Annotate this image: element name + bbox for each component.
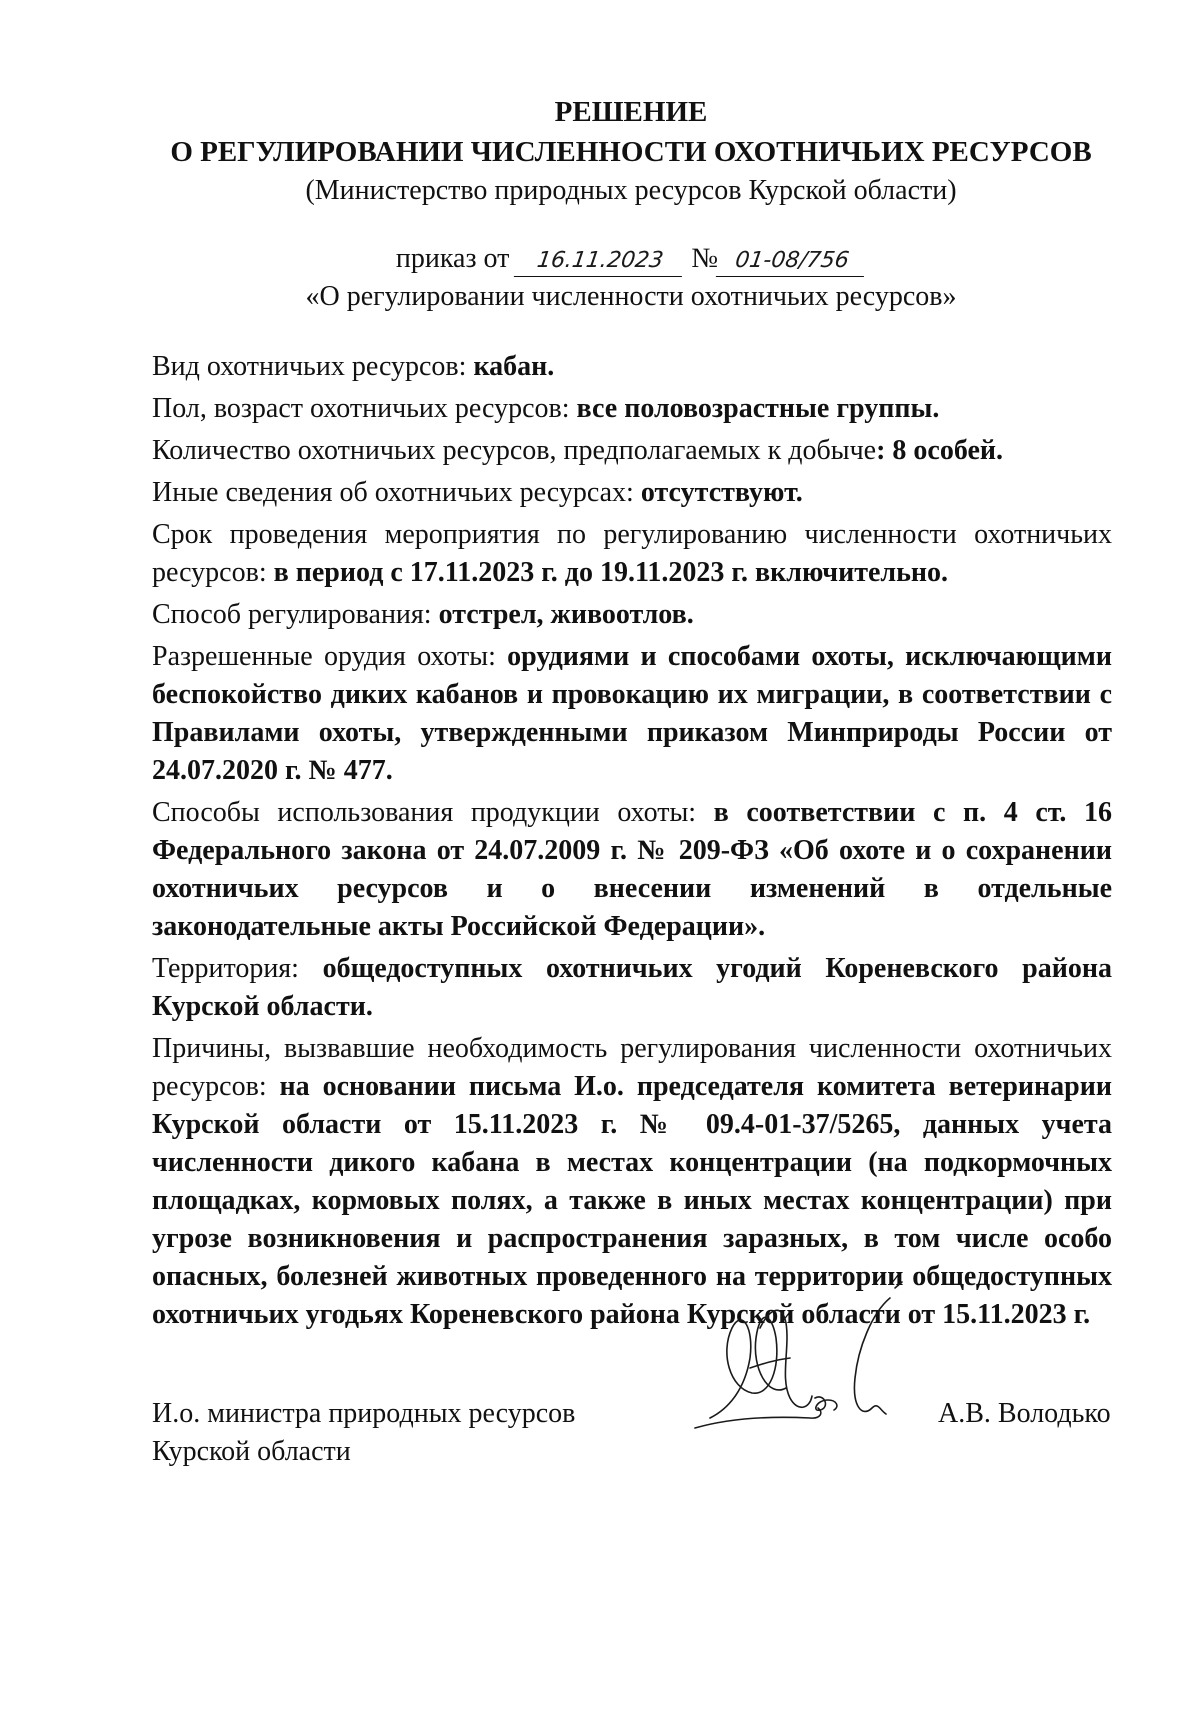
- order-prefix: приказ от: [395, 243, 510, 274]
- document-title: РЕШЕНИЕ: [554, 96, 708, 128]
- order-number-sign: №: [691, 243, 719, 274]
- order-subject: «О регулировании численности охотничьих ресурсов»: [305, 281, 957, 312]
- decision-body: [152, 348, 1112, 1338]
- issuing-authority: (Министерство природных ресурсов Курской области): [305, 175, 957, 206]
- field-hunting-tools: Разрешенные орудия охоты: орудиями и способами охоты, исключающими беспокойство диких кабанов и провокацию их миграции, в соответствии с Правилами охоты, утвержденными приказом Минприроды России от 24.07.2020 г. № 477.: [152, 641, 1113, 786]
- signatory-position-line1: И.о. министра природных ресурсов: [152, 1398, 576, 1429]
- field-other-info: Иные сведения об охотничьих ресурсах: отсутствуют.: [152, 477, 803, 508]
- field-method: Способ регулирования: отстрел, живоотлов.: [152, 599, 694, 630]
- field-sex-age: Пол, возраст охотничьих ресурсов: все половозрастные группы.: [152, 393, 940, 424]
- signatory-position-line2: Курской области: [152, 1436, 351, 1467]
- order-date: 16.11.2023: [514, 246, 686, 277]
- document-subtitle: О РЕГУЛИРОВАНИИ ЧИСЛЕННОСТИ ОХОТНИЧЬИХ РЕСУРСОВ: [170, 136, 1092, 168]
- field-period: Срок проведения мероприятия по регулированию численности охотничьих ресурсов: в период с 17.11.2023 г. до 19.11.2023 г. включительно.: [152, 519, 1112, 588]
- handwritten-signature: [690, 1268, 930, 1448]
- field-product-use: Способы использования продукции охоты: в соответствии с п. 4 ст. 16 Федерального закона от 24.07.2009 г. № 209-ФЗ «Об охоте и о сохранении охотничьих ресурсов и о внесении изменений в отдельные законодательные акты Российской Федерации».: [152, 797, 1112, 942]
- order-reference: [150, 240, 1112, 278]
- signatory-position: [152, 1395, 575, 1471]
- field-reasons: Причины, вызвавшие необходимость регулирования численности охотничьих ресурсов: на основании письма И.о. председателя комитета ветеринарии Курской области от 15.11.2023 г. № 09.4-01-37/5265, данных учета численности дикого кабана в местах концентрации (на подкормочных площадках, кормовых полях, а также в иных местах концентрации) при угрозе возникновения и распространения заразных, в том числе особо опасных, болезней животных проведенного на территории общедоступных охотничьих угодьях Кореневского района Курской области от 15.11.2023 г.: [152, 1033, 1112, 1330]
- field-territory: Территория: общедоступных охотничьих угодий Кореневского района Курской области.: [152, 953, 1112, 1022]
- field-quantity: Количество охотничьих ресурсов, предполагаемых к добыче: 8 особей.: [152, 435, 1004, 466]
- field-resource-type: Вид охотничьих ресурсов: кабан.: [152, 351, 555, 382]
- order-number: 01-08/756: [716, 246, 868, 277]
- document-header: [150, 92, 1112, 210]
- signatory-name: А.В. Володько: [938, 1398, 1111, 1429]
